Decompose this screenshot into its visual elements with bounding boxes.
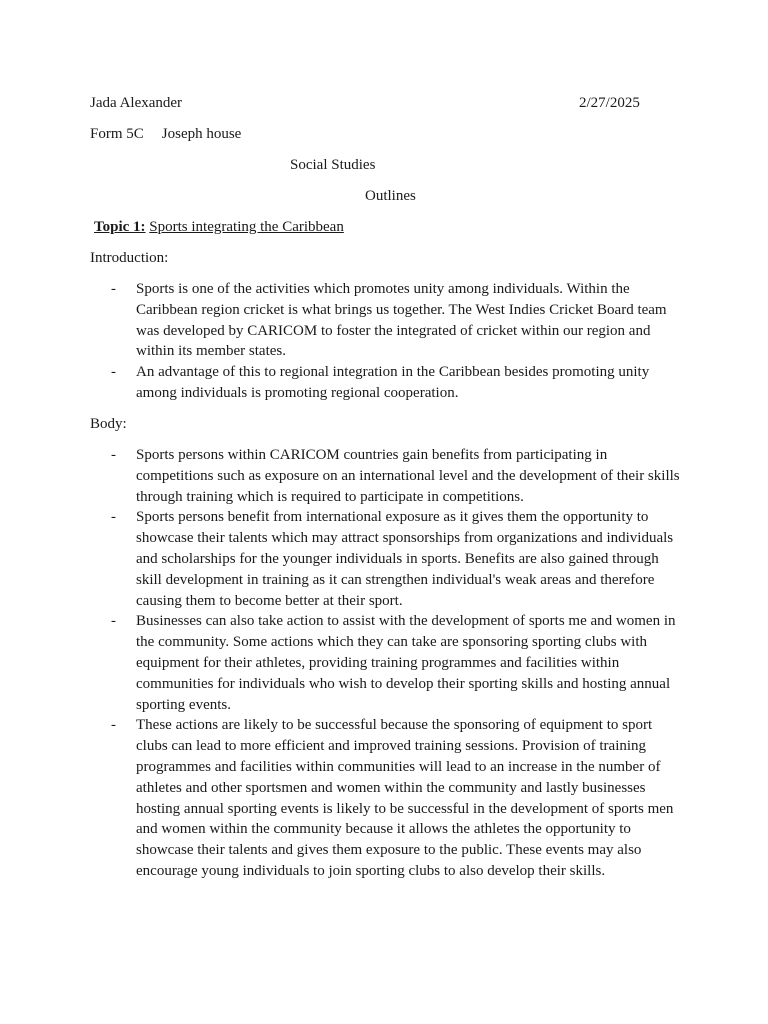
topic-title: Sports integrating the Caribbean	[149, 219, 344, 235]
student-name: Jada Alexander	[90, 95, 183, 111]
dash-bullet: -	[111, 613, 116, 630]
document-type-title: Outlines	[365, 188, 416, 204]
body-list	[0, 445, 768, 882]
dash-bullet: -	[111, 364, 116, 381]
list-item	[0, 362, 681, 404]
topic-label: Topic 1:	[94, 219, 146, 235]
body-point: Sports persons benefit from international exposure as it gives them the opportunity to showcase their talents which may attract sponsorships from organizations and individuals and scholarships for the younger individuals in sports. Benefits are also gained through skill development in training as it can strengthen individual's weak areas and therefore causing them to become better at their sport.	[136, 509, 674, 609]
dash-bullet: -	[111, 717, 116, 734]
list-item	[0, 715, 681, 881]
dash-bullet: -	[111, 281, 116, 297]
list-item	[0, 507, 681, 611]
body-point: Sports persons within CARICOM countries gain benefits from participating in competitions such as exposure on an international level and the development of their skills through training which is required to participate in competitions.	[136, 447, 680, 505]
form-class: Form 5C	[90, 126, 144, 142]
document-date: 2/27/2025	[579, 95, 640, 111]
dash-bullet: -	[111, 447, 116, 463]
list-item	[0, 445, 681, 507]
body-heading: Body:	[90, 416, 127, 432]
dash-bullet: -	[111, 509, 116, 526]
introduction-list	[0, 279, 768, 404]
list-item	[0, 611, 681, 715]
introduction-point: Sports is one of the activities which promotes unity among individuals. Within the Caribbean region cricket is what brings us together. The West Indies Cricket Board team was developed by CARICOM to foster the integrated of cricket within our region and within its member states.	[136, 281, 667, 360]
subject-title: Social Studies	[290, 157, 376, 173]
topic-heading	[94, 217, 344, 237]
body-point: These actions are likely to be successful because the sponsoring of equipment to sport clubs can lead to more efficient and improved training sessions. Provision of training programmes and facilities within communities will lead to an increase in the number of athletes and other sportsmen and women within the community and lastly businesses hosting annual sporting events is likely to be successful in the development of sports men and women within the community because it allows the athletes the opportunity to showcase their talents and gives them exposure to the public. These events may also encourage young individuals to join sporting clubs to also develop their skills.	[136, 717, 674, 879]
list-item	[0, 279, 681, 362]
introduction-point: An advantage of this to regional integration in the Caribbean besides promoting unity among individuals is promoting regional cooperation.	[136, 364, 650, 401]
house-name: Joseph house	[161, 126, 242, 142]
introduction-heading: Introduction:	[90, 250, 169, 266]
form-house-line	[90, 124, 241, 144]
body-point: Businesses can also take action to assist with the development of sports me and women in the community. Some actions which they can take are sponsoring sporting clubs with equipment for their athletes, providing training programmes and facilities within communities for individuals who wish to develop their sporting skills and hosting annual sporting events.	[136, 613, 676, 713]
